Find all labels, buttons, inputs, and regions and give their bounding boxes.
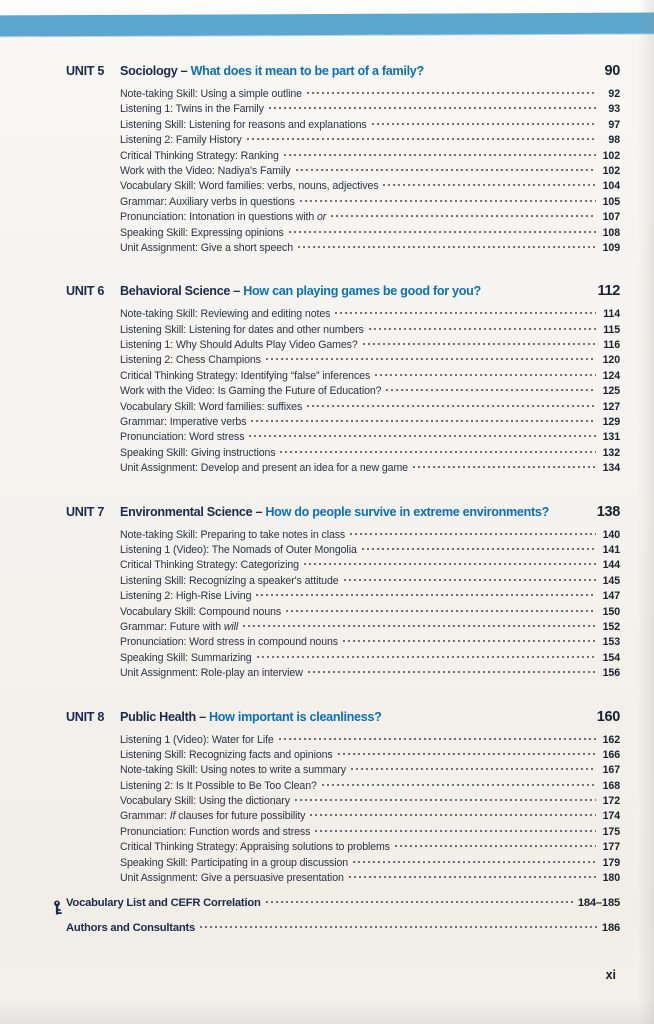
toc-entry-page-number: 145 bbox=[602, 574, 620, 587]
toc-entry bbox=[120, 119, 620, 134]
toc-entry bbox=[120, 180, 620, 195]
toc-entry-page-number: 175 bbox=[602, 825, 620, 838]
toc-entry bbox=[120, 872, 620, 887]
toc-unit bbox=[66, 708, 620, 888]
toc-entry-page-number: 152 bbox=[602, 620, 620, 633]
toc-entry-label: Vocabulary Skill: Word families: verbs, nouns, adjectives bbox=[120, 180, 379, 193]
toc-entry-page-number: 102 bbox=[602, 164, 620, 177]
toc-entry-page-number: 140 bbox=[602, 528, 620, 541]
toc-entry bbox=[120, 447, 620, 462]
toc-entry bbox=[120, 339, 620, 354]
toc-entry-page-number: 102 bbox=[602, 149, 620, 162]
unit-question: How important is cleanliness? bbox=[208, 709, 382, 724]
toc-entry-page-number: 132 bbox=[602, 446, 620, 459]
toc-entry-label: Listening 2: Family History bbox=[120, 134, 242, 147]
unit-heading bbox=[66, 708, 620, 726]
unit-page-number: 160 bbox=[596, 708, 620, 725]
unit-page-number: 138 bbox=[596, 503, 620, 520]
unit-number-label: UNIT 8 bbox=[66, 709, 105, 724]
toc-entry-page-number: 156 bbox=[602, 667, 620, 680]
toc-entry-page-number: 109 bbox=[602, 241, 620, 254]
toc-entry-label: Pronunciation: Function words and stress bbox=[120, 825, 311, 838]
unit-subject: Behavioral Science – bbox=[120, 284, 244, 299]
toc-entry bbox=[120, 196, 620, 211]
toc-entry-page-number: 124 bbox=[602, 369, 620, 382]
back-matter-label: Authors and Consultants bbox=[66, 922, 196, 935]
unit-heading bbox=[66, 503, 620, 521]
toc-entry bbox=[120, 150, 620, 165]
toc-entry bbox=[120, 462, 620, 477]
toc-entry bbox=[120, 734, 620, 749]
toc-entry-label: Critical Thinking Strategy: Categorizing bbox=[120, 559, 299, 572]
toc-entry-label: Listening 1 (Video): Water for Life bbox=[120, 733, 274, 746]
toc-entry-page-number: 116 bbox=[603, 339, 620, 352]
back-matter-row bbox=[66, 897, 620, 922]
toc-entry-label: Critical Thinking Strategy: Ranking bbox=[120, 149, 279, 162]
toc-entry-page-number: 98 bbox=[608, 134, 620, 147]
unit-question: How can playing games be good for you? bbox=[243, 284, 481, 299]
toc-entry-page-number: 166 bbox=[602, 748, 620, 761]
toc-entry-label: Unit Assignment: Role-play an interview bbox=[120, 667, 303, 680]
toc-entry bbox=[120, 324, 620, 339]
toc-entry-page-number: 179 bbox=[602, 856, 620, 869]
toc-entry bbox=[120, 211, 620, 226]
toc-entry bbox=[120, 165, 620, 180]
toc-entry-label: Grammar: If clauses for future possibility bbox=[120, 810, 306, 823]
toc-entry-page-number: 120 bbox=[602, 354, 620, 367]
toc-entry-page-number: 131 bbox=[602, 431, 620, 444]
toc-entry-label: Listening 2: High-Rise Living bbox=[120, 590, 252, 603]
table-of-contents bbox=[66, 37, 620, 947]
toc-entry-label: Vocabulary Skill: Word families: suffixes bbox=[120, 400, 303, 413]
back-matter-section bbox=[66, 897, 620, 947]
toc-entry bbox=[120, 544, 620, 559]
toc-entry-label: Grammar: Imperative verbs bbox=[120, 416, 247, 429]
toc-entry bbox=[120, 667, 620, 682]
toc-entry-page-number: 150 bbox=[602, 605, 620, 618]
toc-entry bbox=[120, 606, 620, 621]
toc-entry-page-number: 129 bbox=[602, 416, 620, 429]
toc-entry bbox=[120, 370, 620, 385]
toc-entry-label: Speaking Skill: Expressing opinions bbox=[120, 226, 284, 239]
toc-entry-label: Listening Skill: Listening for reasons and explanations bbox=[120, 118, 367, 131]
toc-entry-page-number: 144 bbox=[602, 559, 620, 572]
toc-entry-label: Note-taking Skill: Reviewing and editing notes bbox=[120, 308, 331, 321]
toc-entry bbox=[120, 795, 620, 810]
toc-entry bbox=[120, 242, 620, 257]
toc-entry bbox=[120, 810, 620, 825]
toc-entry bbox=[120, 308, 620, 323]
toc-entry-page-number: 107 bbox=[602, 211, 620, 224]
toc-entry-page-number: 141 bbox=[602, 543, 620, 556]
toc-entry-label: Listening Skill: Recognizing a speaker's attitude bbox=[120, 574, 339, 587]
toc-entry-page-number: 104 bbox=[602, 180, 620, 193]
toc-entry bbox=[120, 841, 620, 856]
toc-entry-page-number: 115 bbox=[603, 323, 620, 336]
toc-entry bbox=[120, 134, 620, 149]
unit-page-number: 90 bbox=[604, 63, 620, 79]
toc-entry-page-number: 97 bbox=[608, 118, 620, 131]
toc-entry-label: Work with the Video: Nadiya's Family bbox=[120, 164, 291, 177]
toc-entry bbox=[120, 401, 620, 416]
toc-entry-label: Listening 1 (Video): The Nomads of Outer Mongolia bbox=[120, 543, 357, 556]
toc-entry-page-number: 154 bbox=[602, 651, 620, 664]
toc-entry bbox=[120, 857, 620, 872]
toc-entry bbox=[120, 780, 620, 795]
toc-entry-page-number: 180 bbox=[602, 872, 620, 885]
toc-entry bbox=[120, 636, 620, 651]
toc-unit bbox=[66, 503, 620, 683]
toc-entry-label: Vocabulary Skill: Using the dictionary bbox=[120, 795, 290, 808]
toc-entry bbox=[120, 652, 620, 667]
unit-title bbox=[120, 503, 592, 521]
toc-entry-page-number: 147 bbox=[602, 590, 620, 603]
toc-entry-page-number: 114 bbox=[603, 308, 620, 321]
toc-entry bbox=[120, 88, 620, 103]
back-matter-page-number: 184–185 bbox=[577, 897, 620, 910]
toc-entry-label: Critical Thinking Strategy: Appraising solutions to problems bbox=[120, 841, 390, 854]
toc-entry-label: Note-taking Skill: Using a simple outline bbox=[120, 88, 302, 100]
unit-number-label: UNIT 6 bbox=[66, 284, 105, 299]
toc-entry-label: Grammar: Future with will bbox=[120, 620, 239, 633]
toc-entry-label: Note-taking Skill: Preparing to take notes in class bbox=[120, 528, 346, 541]
toc-entry-page-number: 177 bbox=[602, 841, 620, 854]
toc-entry-label: Speaking Skill: Giving instructions bbox=[120, 446, 276, 459]
top-accent-bar bbox=[0, 13, 654, 37]
toc-entry-label: Critical Thinking Strategy: Identifying “false” inferences bbox=[120, 369, 371, 382]
toc-entry-label: Note-taking Skill: Using notes to write a summary bbox=[120, 764, 346, 777]
toc-entry bbox=[120, 559, 620, 574]
toc-entry-page-number: 134 bbox=[602, 462, 620, 475]
unit-number-label: UNIT 5 bbox=[66, 64, 105, 78]
toc-entry bbox=[120, 385, 620, 400]
toc-entry-label: Listening 2: Chess Champions bbox=[120, 354, 261, 367]
toc-entry-page-number: 172 bbox=[602, 795, 620, 808]
toc-entry bbox=[120, 575, 620, 590]
toc-entry-page-number: 105 bbox=[602, 195, 620, 208]
toc-entry bbox=[120, 227, 620, 242]
toc-entry bbox=[120, 590, 620, 605]
toc-unit bbox=[66, 62, 620, 257]
toc-entry-page-number: 125 bbox=[602, 385, 620, 398]
toc-entry-page-number: 108 bbox=[602, 226, 620, 239]
toc-entry bbox=[120, 103, 620, 118]
toc-entry-label: Speaking Skill: Summarizing bbox=[120, 651, 252, 664]
toc-entry bbox=[120, 529, 620, 544]
unit-title bbox=[120, 708, 592, 726]
back-matter-page-number: 186 bbox=[601, 922, 620, 935]
toc-entry bbox=[120, 354, 620, 369]
toc-entry-page-number: 174 bbox=[602, 810, 620, 823]
toc-entry-label: Pronunciation: Intonation in questions with or bbox=[120, 211, 327, 224]
back-matter-label: Vocabulary List and CEFR Correlation bbox=[66, 897, 261, 910]
toc-entry-label: Unit Assignment: Give a short speech bbox=[120, 241, 294, 254]
unit-heading bbox=[66, 62, 620, 80]
toc-entry-label: Unit Assignment: Give a persuasive presentation bbox=[120, 872, 344, 885]
toc-entry-label: Listening Skill: Recognizing facts and opinions bbox=[120, 748, 333, 761]
key-icon bbox=[52, 900, 63, 915]
toc-entry-label: Listening 2: Is It Possible to Be Too Clean? bbox=[120, 779, 317, 792]
toc-entry-page-number: 92 bbox=[608, 88, 620, 100]
toc-entry bbox=[120, 764, 620, 779]
toc-entry-label: Work with the Video: Is Gaming the Future of Education? bbox=[120, 385, 382, 398]
toc-entry-page-number: 162 bbox=[602, 733, 620, 746]
unit-title bbox=[120, 62, 592, 80]
toc-entry bbox=[120, 621, 620, 636]
toc-entry bbox=[120, 749, 620, 764]
toc-entry-label: Listening 1: Twins in the Family bbox=[120, 103, 264, 116]
toc-entry-page-number: 167 bbox=[602, 764, 620, 777]
unit-heading bbox=[66, 282, 620, 300]
unit-question: How do people survive in extreme environments? bbox=[265, 504, 550, 519]
unit-subject: Sociology – bbox=[120, 64, 191, 78]
unit-page-number: 112 bbox=[597, 283, 620, 300]
toc-entry-label: Pronunciation: Word stress in compound nouns bbox=[120, 636, 338, 649]
toc-entry-page-number: 168 bbox=[602, 779, 620, 792]
toc-entry bbox=[120, 416, 620, 431]
toc-entry-label: Pronunciation: Word stress bbox=[120, 431, 245, 444]
toc-unit bbox=[66, 282, 620, 477]
toc-entry-label: Listening 1: Why Should Adults Play Video Games? bbox=[120, 339, 358, 352]
toc-entry-page-number: 93 bbox=[608, 103, 620, 116]
back-matter-row bbox=[66, 922, 620, 947]
toc-entry bbox=[120, 826, 620, 841]
unit-question: What does it mean to be part of a family? bbox=[190, 64, 424, 78]
toc-entry-label: Vocabulary Skill: Compound nouns bbox=[120, 605, 282, 618]
toc-entry-label: Listening Skill: Listening for dates and other numbers bbox=[120, 323, 364, 336]
unit-subject: Environmental Science – bbox=[120, 504, 266, 519]
toc-entry-page-number: 153 bbox=[602, 636, 620, 649]
unit-title bbox=[120, 282, 592, 300]
page-folio: xi bbox=[605, 968, 616, 982]
toc-entry-label: Speaking Skill: Participating in a group discussion bbox=[120, 856, 349, 869]
toc-entry bbox=[120, 431, 620, 446]
unit-number-label: UNIT 7 bbox=[66, 504, 105, 519]
toc-entry-label: Grammar: Auxiliary verbs in questions bbox=[120, 195, 295, 208]
toc-entry-label: Unit Assignment: Develop and present an idea for a new game bbox=[120, 462, 408, 475]
unit-sections bbox=[66, 62, 620, 887]
toc-entry-page-number: 127 bbox=[602, 400, 620, 413]
unit-subject: Public Health – bbox=[120, 709, 209, 724]
